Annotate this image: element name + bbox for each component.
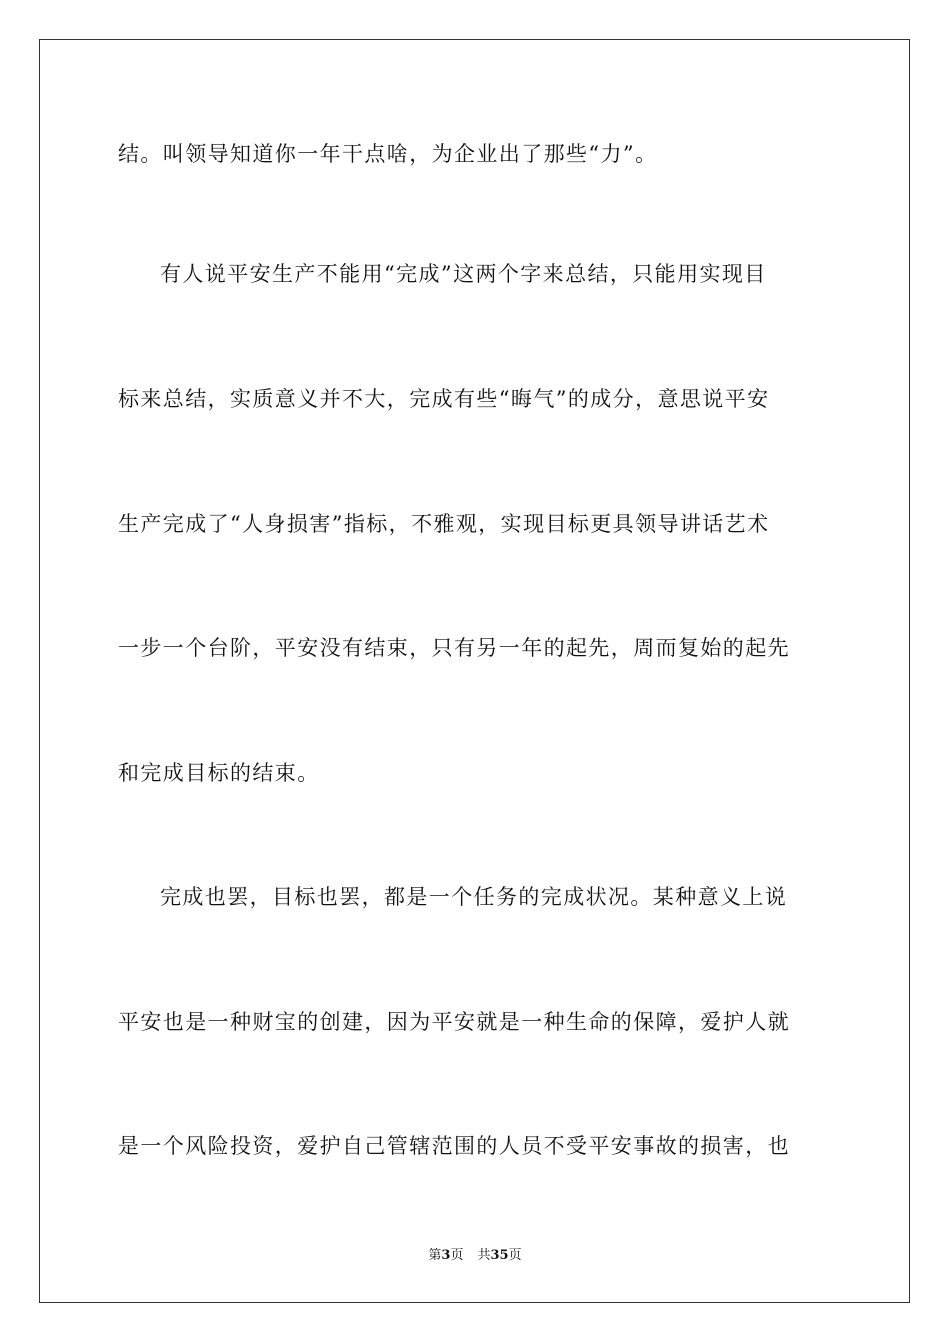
text-line-6: 和完成目标的结束。 xyxy=(118,761,320,785)
text-line-4: 生产完成了“人身损害”指标，不雅观，实现目标更具领导讲话艺术 xyxy=(118,512,770,536)
text-line-1: 结。叫领导知道你一年干点啥，为企业出了那些“力”。 xyxy=(118,142,658,166)
text-line-5: 一步一个台阶，平安没有结束，只有另一年的起先，周而复始的起先 xyxy=(118,636,790,660)
footer-page-prefix: 第 xyxy=(428,1248,442,1263)
footer-total-suffix: 页 xyxy=(508,1248,522,1263)
page-footer xyxy=(0,1247,950,1265)
text-line-3: 标来总结，实质意义并不大，完成有些“晦气”的成分，意思说平安 xyxy=(118,387,770,411)
text-line-8: 平安也是一种财宝的创建，因为平安就是一种生命的保障，爱护人就 xyxy=(118,1010,790,1034)
footer-total-pages: 35 xyxy=(490,1248,509,1263)
footer-page-suffix: 页 xyxy=(450,1248,464,1263)
text-line-9: 是一个风险投资，爱护自己管辖范围的人员不受平安事故的损害，也 xyxy=(118,1134,790,1158)
page-border xyxy=(39,39,910,1303)
footer-page-number: 3 xyxy=(441,1248,451,1263)
text-line-2: 有人说平安生产不能用“完成”这两个字来总结，只能用实现目 xyxy=(160,262,767,286)
text-line-7: 完成也罢，目标也罢，都是一个任务的完成状况。某种意义上说 xyxy=(160,885,788,909)
footer-total-prefix: 共 xyxy=(477,1248,491,1263)
